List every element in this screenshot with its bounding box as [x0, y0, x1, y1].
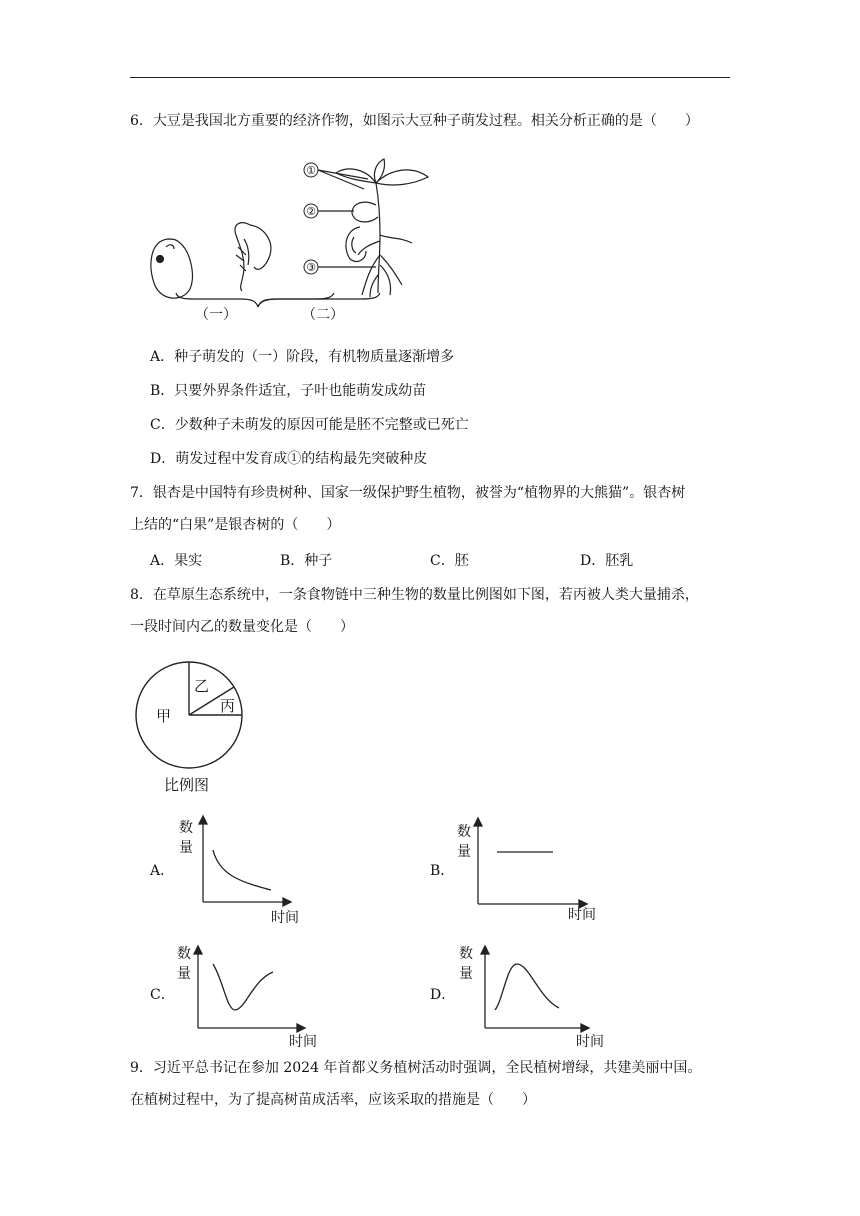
q8-stem-line2: 一段时间内乙的数量变化是（ ）: [130, 619, 354, 635]
graph-d-ylabel-1: 数: [459, 946, 473, 962]
stage-2-label: （二）: [302, 307, 344, 323]
pie-caption: 比例图: [164, 776, 210, 794]
graph-b-xlabel: 时间: [568, 907, 596, 923]
q8-option-b-label: B．: [430, 863, 455, 879]
q9-stem-line2: 在植树过程中，为了提高树苗成活率，应该采取的措施是（ ）: [130, 1092, 536, 1108]
graph-option-a: [175, 812, 310, 930]
pie-label-jia: 甲: [156, 707, 172, 725]
graph-option-b: [455, 812, 605, 930]
graph-c-ylabel-1: 数: [177, 946, 191, 962]
q8-stem-line1: 8．在草原生态系统中，一条食物链中三种生物的数量比例图如下图，若丙被人类大量捕杀，: [130, 587, 699, 603]
graph-a-xlabel: 时间: [271, 910, 299, 926]
proportion-pie-chart: [130, 656, 250, 796]
graph-d-xlabel: 时间: [576, 1034, 604, 1050]
marker-3: ③: [306, 261, 316, 274]
q6-option-c: C．少数种子未萌发的原因可能是胚不完整或已死亡: [150, 417, 469, 433]
graph-b-ylabel-1: 数: [457, 824, 471, 840]
q7-option-b: B．种子: [280, 553, 333, 569]
pie-label-bing: 丙: [220, 697, 236, 715]
stage-1-label: （一）: [195, 307, 237, 323]
q7-option-d: D．胚乳: [580, 553, 634, 569]
q7-option-c: C．胚: [430, 553, 469, 569]
seed-germination-figure: [140, 155, 440, 330]
graph-option-c: [175, 940, 325, 1050]
graph-c-xlabel: 时间: [289, 1034, 317, 1050]
q7-stem-line1: 7．银杏是中国特有珍贵树种、国家一级保护野生植物，被誉为“植物界的大熊猫”。银杏树: [130, 485, 686, 501]
graph-a-ylabel-1: 数: [179, 820, 193, 836]
graph-option-d: [455, 940, 615, 1050]
q7-stem-line2: 上结的“白果”是银杏树的（ ）: [130, 517, 341, 533]
q9-stem-line1: 9．习近平总书记在参加 2024 年首都义务植树活动时强调，全民植树增绿，共建美丽中国。: [130, 1060, 702, 1076]
graph-c-ylabel-2: 量: [177, 966, 191, 982]
q8-option-a-label: A．: [150, 863, 175, 879]
q6-option-b: B．只要外界条件适宜，子叶也能萌发成幼苗: [150, 383, 427, 399]
q7-option-a: A．果实: [150, 553, 203, 569]
q6-option-d: D．萌发过程中发育成①的结构最先突破种皮: [150, 451, 428, 467]
q8-option-c-label: C．: [150, 987, 175, 1003]
graph-b-ylabel-2: 量: [457, 844, 471, 860]
marker-1: ①: [306, 164, 316, 177]
graph-d-ylabel-2: 量: [459, 966, 473, 982]
q6-stem: 6．大豆是我国北方重要的经济作物，如图示大豆种子萌发过程。相关分析正确的是（ ）: [130, 113, 699, 129]
header-rule: [130, 77, 730, 78]
marker-2: ②: [306, 205, 316, 218]
q6-option-a: A．种子萌发的（一）阶段，有机物质量逐渐增多: [150, 349, 455, 365]
pie-label-yi: 乙: [194, 677, 210, 695]
graph-a-ylabel-2: 量: [179, 840, 193, 856]
q8-option-d-label: D．: [430, 987, 456, 1003]
